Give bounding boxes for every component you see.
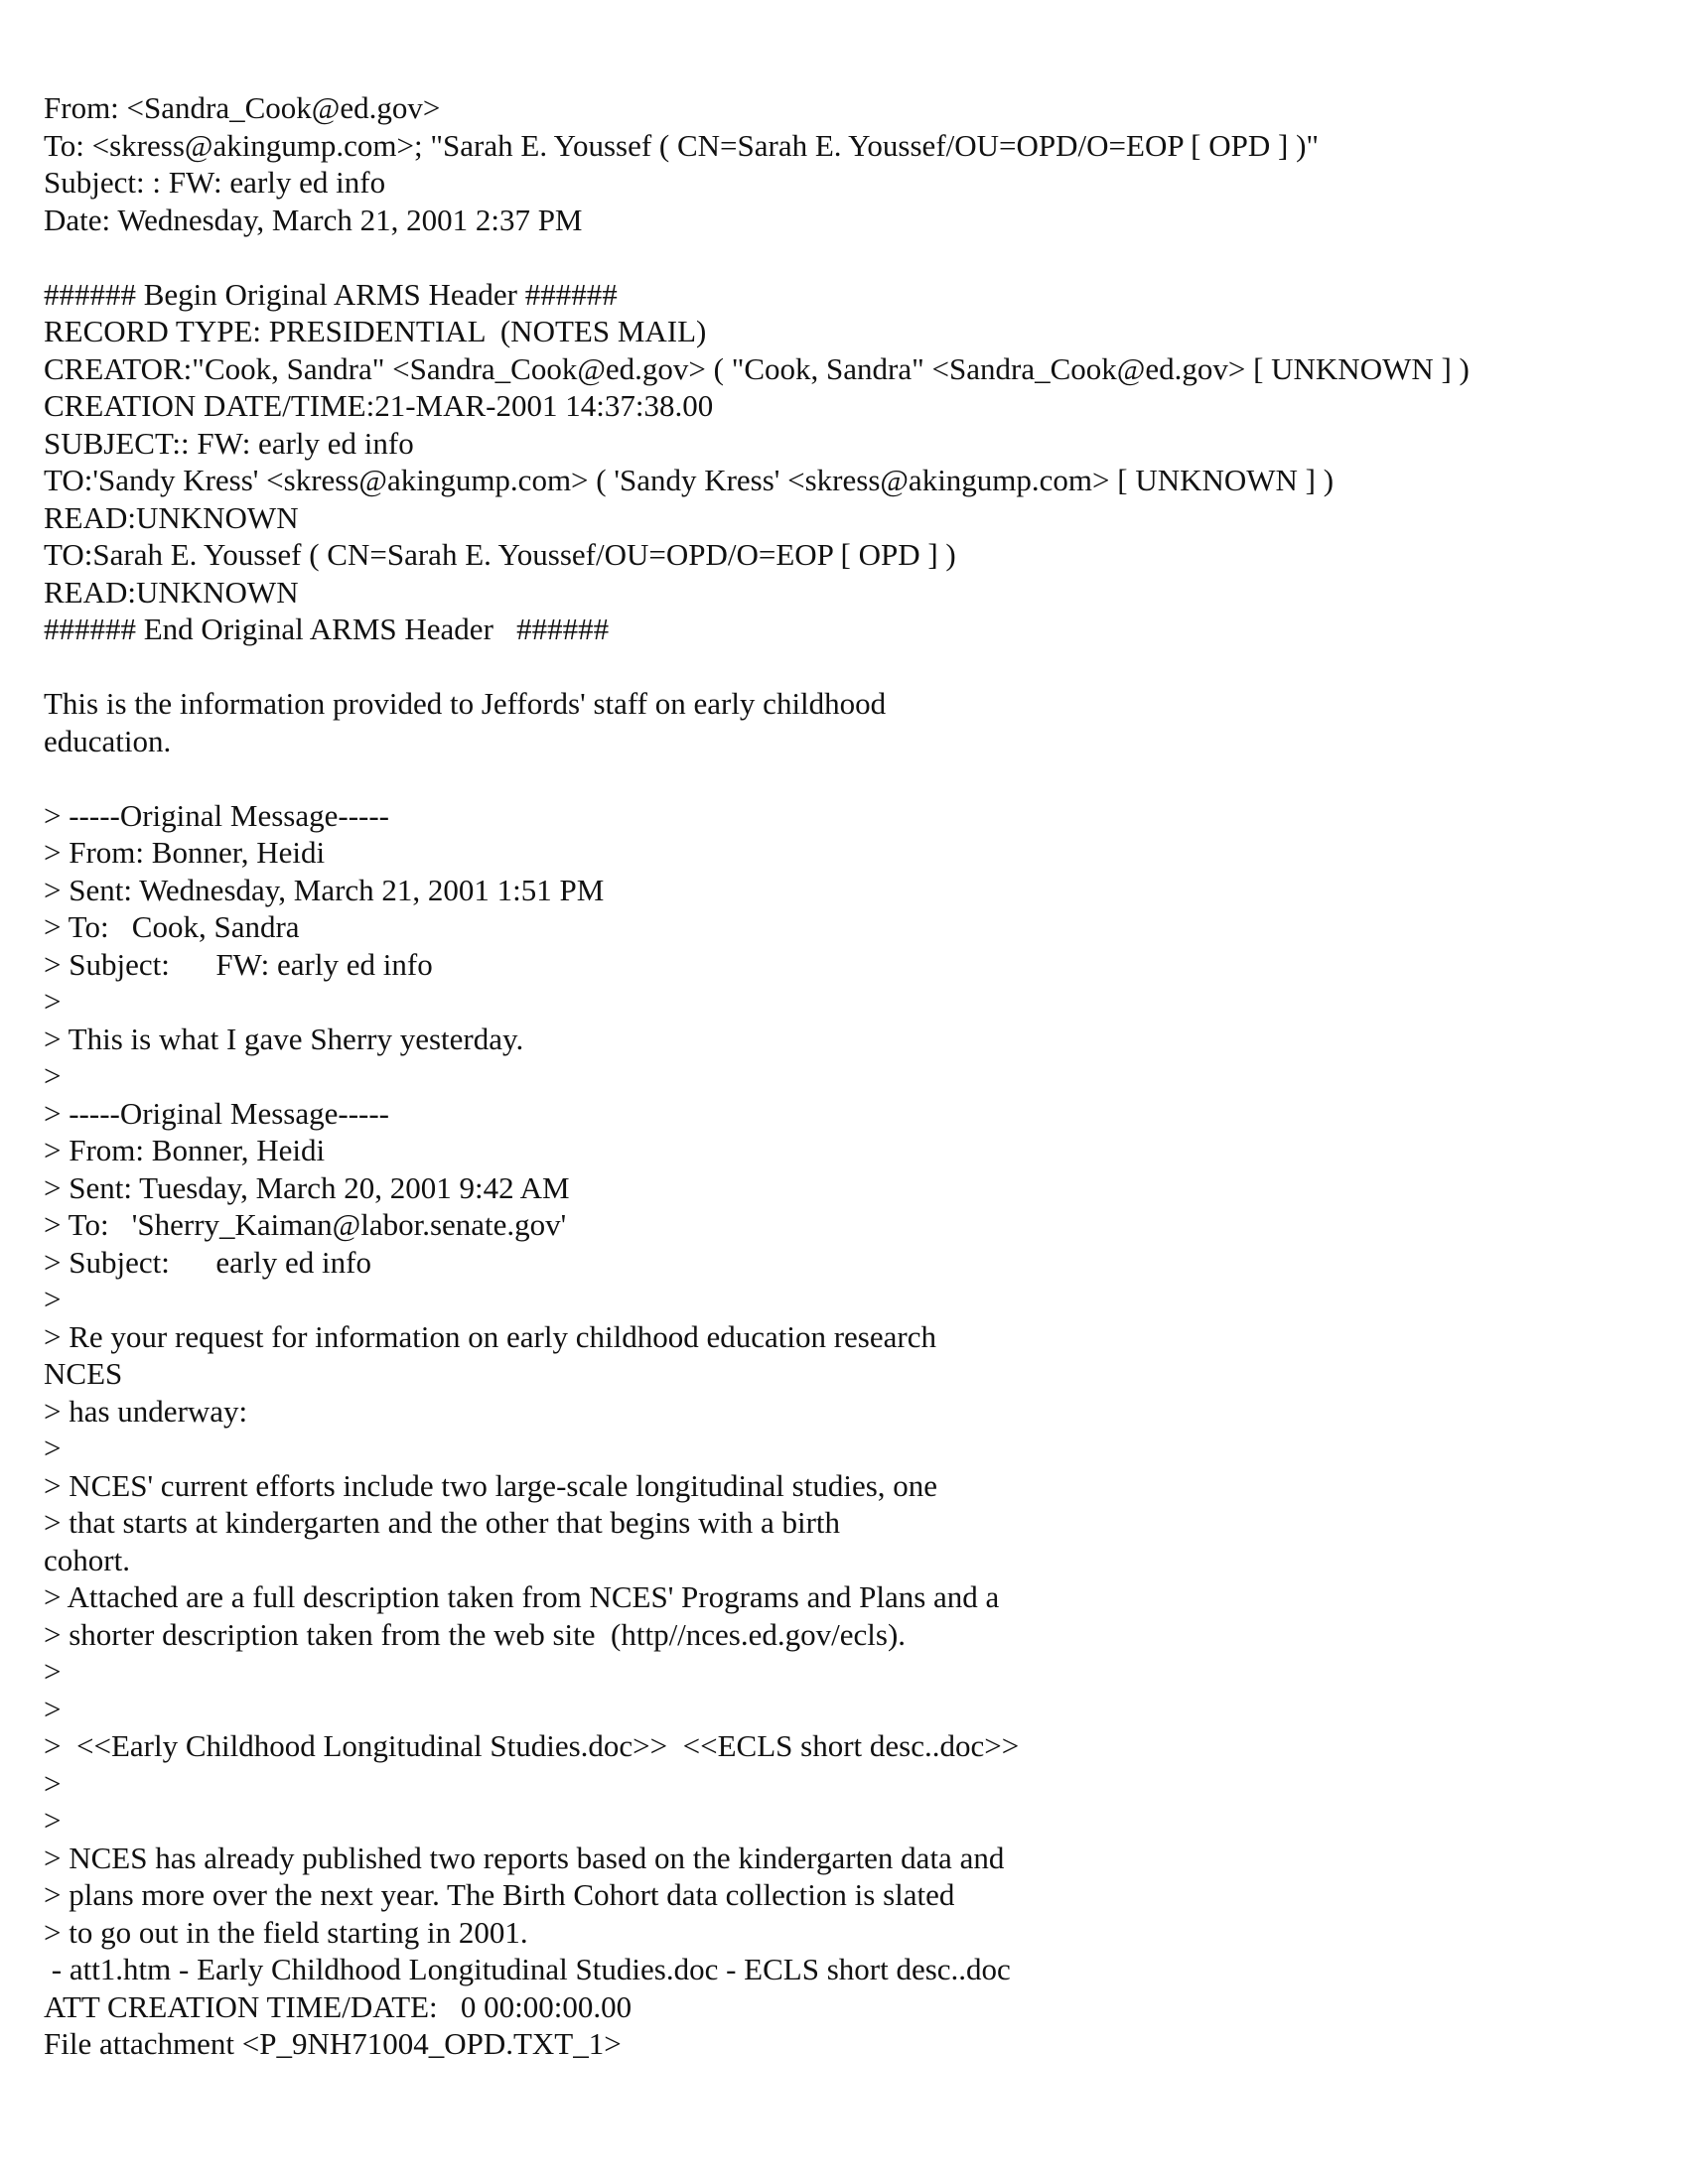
quoted-line: > [44, 1803, 62, 1838]
arms-read-status: READ:UNKNOWN [44, 574, 299, 610]
arms-header-end: ###### End Original ARMS Header ###### [44, 612, 610, 646]
quoted-to-line: > To: 'Sherry_Kaiman@labor.senate.gov' [44, 1207, 567, 1242]
quoted-from-line: > From: Bonner, Heidi [44, 1133, 326, 1167]
body-text-line: This is the information provided to Jeffords' staff on early childhood [44, 686, 887, 721]
quoted-attachment-references: > <<Early Childhood Longitudinal Studies.doc>> <<ECLS short desc..doc>> [44, 1728, 1020, 1763]
quoted-line: > [44, 1654, 62, 1689]
quoted-original-message-marker: > -----Original Message----- [44, 1095, 389, 1131]
arms-to-recipient: TO:'Sandy Kress' <skress@akingump.com> ( 'Sandy Kress' <skress@akingump.com> [ UNKNOWN ] ) [44, 463, 1335, 497]
quoted-line: > to go out in the field starting in 2001. [44, 1914, 528, 1950]
quoted-line: > NCES has already published two reports based on the kindergarten data and [44, 1840, 1005, 1875]
body-text-line: NCES [44, 1356, 123, 1391]
email-to-line: To: <skress@akingump.com>; "Sarah E. Youssef ( CN=Sarah E. Youssef/OU=OPD/O=EOP [ OPD ] )" [44, 127, 1320, 163]
quoted-line: > shorter description taken from the web site (http//nces.ed.gov/ecls). [44, 1616, 907, 1652]
email-date-line: Date: Wednesday, March 21, 2001 2:37 PM [44, 202, 583, 237]
quoted-original-message-marker: > -----Original Message----- [44, 797, 389, 833]
quoted-subject-line: > Subject: early ed info [44, 1244, 371, 1280]
quoted-line: > Attached are a full description taken from NCES' Programs and Plans and a [44, 1579, 1000, 1614]
arms-subject: SUBJECT:: FW: early ed info [44, 425, 414, 461]
quoted-line: > This is what I gave Sherry yesterday. [44, 1021, 524, 1056]
quoted-line: > [44, 1431, 62, 1465]
quoted-to-line: > To: Cook, Sandra [44, 909, 300, 944]
quoted-line: > [44, 984, 62, 1019]
quoted-line: > that starts at kindergarten and the other that begins with a birth [44, 1505, 841, 1540]
email-document [44, 89, 1652, 2063]
arms-header-begin: ###### Begin Original ARMS Header ###### [44, 276, 618, 312]
quoted-line: > has underway: [44, 1393, 248, 1429]
blank-line [44, 238, 1652, 276]
quoted-sent-line: > Sent: Tuesday, March 20, 2001 9:42 AM [44, 1169, 570, 1205]
quoted-line: > [44, 1691, 62, 1726]
quoted-subject-line: > Subject: FW: early ed info [44, 946, 433, 982]
quoted-line: > NCES' current efforts include two large-scale longitudinal studies, one [44, 1467, 938, 1503]
arms-record-type: RECORD TYPE: PRESIDENTIAL (NOTES MAIL) [44, 314, 707, 348]
quoted-line: > plans more over the next year. The Birth Cohort data collection is slated [44, 1877, 955, 1912]
email-from-line: From: <Sandra_Cook@ed.gov> [44, 90, 441, 125]
quoted-line: > Re your request for information on early childhood education research [44, 1318, 936, 1354]
arms-to-recipient: TO:Sarah E. Youssef ( CN=Sarah E. Youssef/OU=OPD/O=EOP [ OPD ] ) [44, 537, 956, 572]
body-text-line: education. [44, 723, 172, 758]
email-subject-line: Subject: : FW: early ed info [44, 165, 386, 200]
quoted-line: > [44, 1282, 62, 1316]
attachment-list-line: - att1.htm - Early Childhood Longitudinal Studies.doc - ECLS short desc..doc [44, 1952, 1011, 1986]
blank-line [44, 759, 1652, 797]
body-text-line: cohort. [44, 1542, 130, 1577]
quoted-line: > [44, 1765, 62, 1801]
quoted-line: > [44, 1058, 62, 1093]
file-attachment-line: File attachment <P_9NH71004_OPD.TXT_1> [44, 2026, 622, 2061]
attachment-creation-time: ATT CREATION TIME/DATE: 0 00:00:00.00 [44, 1988, 633, 2024]
quoted-from-line: > From: Bonner, Heidi [44, 835, 326, 870]
blank-line [44, 648, 1652, 686]
arms-read-status: READ:UNKNOWN [44, 499, 299, 535]
arms-creation-date: CREATION DATE/TIME:21-MAR-2001 14:37:38.00 [44, 388, 714, 423]
arms-creator: CREATOR:"Cook, Sandra" <Sandra_Cook@ed.gov> ( "Cook, Sandra" <Sandra_Cook@ed.gov> [ UNKNOWN ] ) [44, 350, 1470, 386]
quoted-sent-line: > Sent: Wednesday, March 21, 2001 1:51 PM [44, 872, 605, 907]
